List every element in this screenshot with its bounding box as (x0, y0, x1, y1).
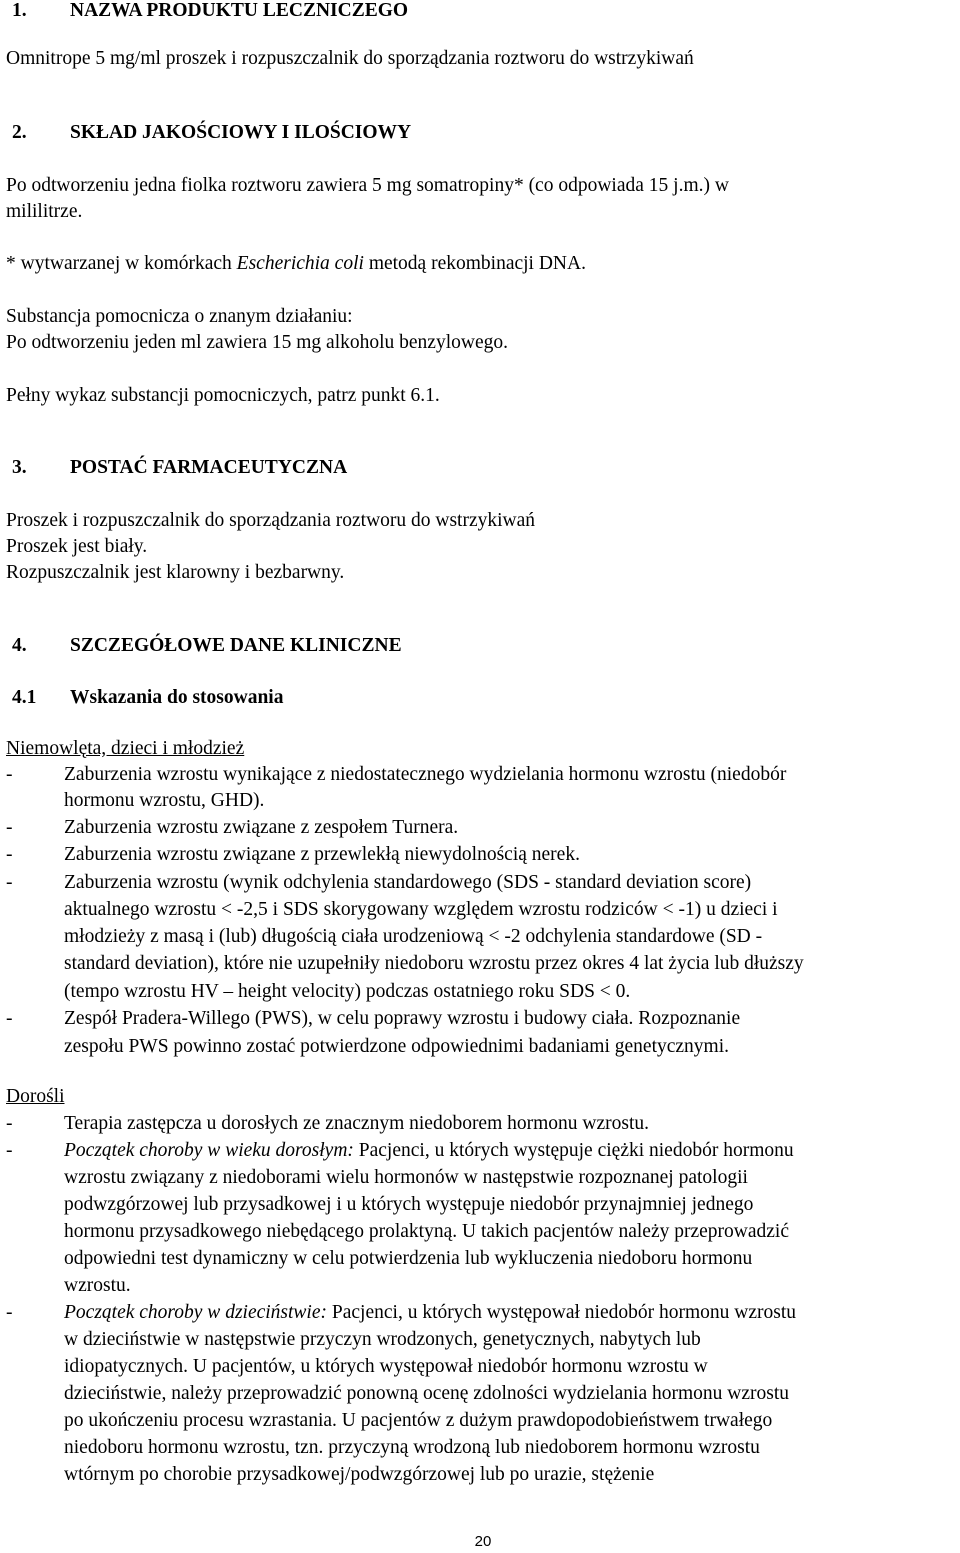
list-item: Zaburzenia wzrostu związane z przewlekłą niewydolnością nerek. (64, 844, 580, 865)
list-item: hormonu przysadkowego niebędącego prolaktyną. U takich pacjentów należy przeprowadzić (64, 1221, 790, 1242)
list-item-text: Pacjenci, u których występuje ciężki niedobór hormonu (353, 1140, 794, 1161)
list-item: aktualnego wzrostu < -2,5 i SDS skorygowany względem wzrostu rodziców < -1) u dzieci i (64, 899, 778, 920)
list-item: Zespół Pradera-Willego (PWS), w celu poprawy wzrostu i budowy ciała. Rozpoznanie (64, 1008, 741, 1029)
form-line: Proszek i rozpuszczalnik do sporządzania roztworu do wstrzykiwań (6, 510, 536, 531)
list-item: wzrostu. (64, 1275, 131, 1296)
section-number: 2. (12, 122, 27, 143)
section-number: 3. (12, 457, 27, 478)
section-number: 1. (12, 0, 27, 21)
list-item: wzrostu związany z niedoborami wielu hormonów w następstwie rozpoznanej patologii (64, 1167, 748, 1188)
form-line: Rozpuszczalnik jest klarowny i bezbarwny. (6, 562, 345, 583)
footnote-text: metodą rekombinacji DNA. (363, 253, 586, 274)
excipient-line: Substancja pomocnicza o znanym działaniu: (6, 306, 353, 327)
product-name: Omnitrope 5 mg/ml proszek i rozpuszczalnik do sporządzania roztworu do wstrzykiwań (6, 48, 694, 69)
list-item: Zaburzenia wzrostu (wynik odchylenia standardowego (SDS - standard deviation score) (64, 872, 752, 893)
footnote-text: * wytwarzanej w komórkach (6, 253, 237, 274)
list-item: niedoboru hormonu wzrostu, tzn. przyczyną wrodzoną lub niedoborem hormonu wzrostu (64, 1437, 760, 1458)
onset-label: Początek choroby w wieku dorosłym: (64, 1140, 354, 1161)
list-item: Terapia zastępcza u dorosłych ze znacznym niedoborem hormonu wzrostu. (64, 1113, 650, 1134)
list-item-text: Pacjenci, u których występował niedobór hormonu wzrostu (327, 1302, 796, 1323)
list-item: dzieciństwie, należy przeprowadzić ponowną ocenę zdolności wydzielania hormonu wzrostu (64, 1383, 790, 1404)
list-bullet: - (6, 844, 13, 865)
section-title: SZCZEGÓŁOWE DANE KLINICZNE (70, 635, 402, 656)
excipient-reference: Pełny wykaz substancji pomocniczych, patrz punkt 6.1. (6, 385, 440, 406)
list-item (64, 1300, 796, 1326)
excipient-line: Po odtworzeniu jeden ml zawiera 15 mg alkoholu benzylowego. (6, 332, 508, 353)
subsection-title: Wskazania do stosowania (70, 687, 284, 708)
list-item: (tempo wzrostu HV – height velocity) podczas ostatniego roku SDS < 0. (64, 981, 631, 1002)
list-item: hormonu wzrostu, GHD). (64, 790, 265, 811)
list-bullet: - (6, 817, 13, 838)
list-item: odpowiedni test dynamiczny w celu potwierdzenia lub wykluczenia niedoboru hormonu (64, 1248, 753, 1269)
composition-line: Po odtworzeniu jedna fiolka roztworu zawiera 5 mg somatropiny* (co odpowiada 15 j.m.) w (6, 175, 729, 196)
organism-name: Escherichia coli (236, 253, 364, 274)
onset-label: Początek choroby w dzieciństwie: (64, 1302, 328, 1323)
list-bullet: - (6, 764, 13, 785)
list-item: zespołu PWS powinno zostać potwierdzone odpowiednimi badaniami genetycznymi. (64, 1036, 730, 1057)
list-item: wtórnym po chorobie przysadkowej/podwzgórzowej lub po urazie, stężenie (64, 1464, 655, 1485)
list-item: Zaburzenia wzrostu wynikające z niedostatecznego wydzielania hormonu wzrostu (niedobór (64, 764, 787, 785)
list-item: po ukończeniu procesu wzrastania. U pacjentów z dużym prawdopodobieństwem trwałego (64, 1410, 773, 1431)
list-bullet: - (6, 1113, 13, 1134)
list-item: podwzgórzowej lub przysadkowej i u których występuje niedobór przynajmniej jednego (64, 1194, 754, 1215)
list-bullet: - (6, 872, 13, 893)
subsection-number: 4.1 (12, 687, 37, 708)
section-title: POSTAĆ FARMACEUTYCZNA (70, 457, 348, 478)
composition-line: mililitrze. (6, 201, 83, 222)
footnote-line (6, 251, 586, 277)
section-title: SKŁAD JAKOŚCIOWY I ILOŚCIOWY (70, 122, 412, 143)
list-item: Zaburzenia wzrostu związane z zespołem Turnera. (64, 817, 459, 838)
group-heading-adults: Dorośli (6, 1086, 65, 1107)
list-bullet: - (6, 1140, 13, 1161)
page-number: 20 (474, 1533, 492, 1550)
section-title: NAZWA PRODUKTU LECZNICZEGO (70, 0, 409, 21)
group-heading-children: Niemowlęta, dzieci i młodzież (6, 738, 245, 759)
list-bullet: - (6, 1302, 13, 1323)
form-line: Proszek jest biały. (6, 536, 148, 557)
list-bullet: - (6, 1008, 13, 1029)
list-item: w dzieciństwie w następstwie przyczyn wrodzonych, genetycznych, nabytych lub (64, 1329, 701, 1350)
list-item (64, 1138, 794, 1164)
list-item: idiopatycznych. U pacjentów, u których występował niedobór hormonu wzrostu w (64, 1356, 708, 1377)
list-item: młodzieży z masą i (lub) długością ciała urodzeniową < -2 odchylenia standardowe (SD - (64, 926, 763, 947)
list-item: standard deviation), które nie uzupełniły niedoboru wzrostu przez okres 4 lat życia lub dłuższy (64, 953, 804, 974)
section-number: 4. (12, 635, 27, 656)
